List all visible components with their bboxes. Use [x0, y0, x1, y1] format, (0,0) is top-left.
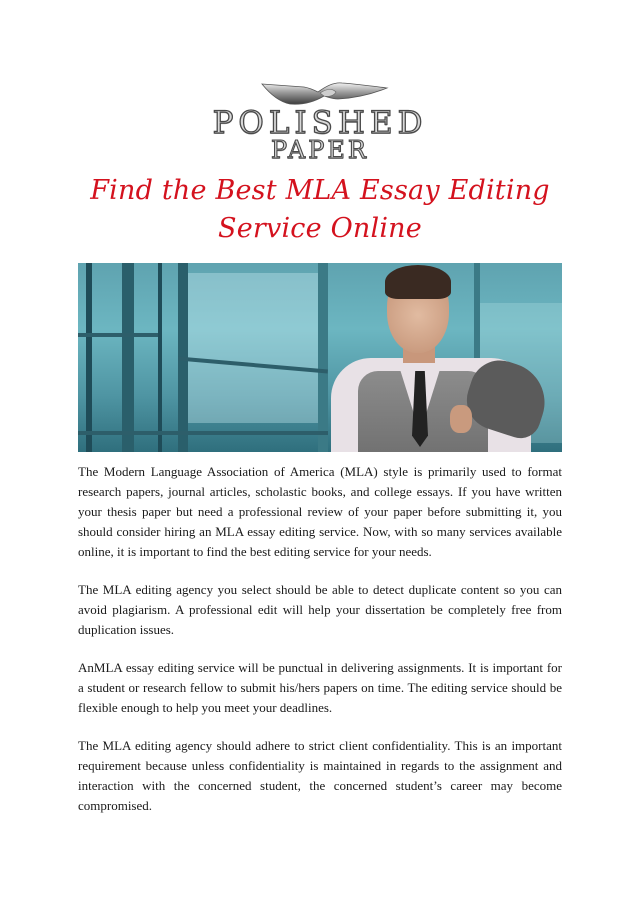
person-hair: [385, 265, 451, 299]
window-frame: [158, 263, 162, 452]
window-rail: [78, 333, 158, 337]
paragraph-punctuality: AnMLA essay editing service will be punctual in delivering assignments. It is important for a student or research fellow to submit his/hers papers on time. The editing service should be flexible enough to help you meet your deadlines.: [78, 660, 562, 715]
window-frame: [122, 263, 134, 452]
polished-paper-logo: [205, 70, 435, 165]
article-body: [78, 462, 562, 834]
window-frame: [86, 263, 92, 452]
window-glass-highlight: [188, 273, 318, 423]
window-frame: [318, 263, 328, 452]
paragraph-confidentiality: The MLA editing agency should adhere to strict client confidentiality. This is an important requirement because unless confidentiality is maintained in regards to the assignment and interaction with the concerned student, the concerned student’s career may become compromised.: [78, 738, 562, 813]
person-hand: [450, 405, 472, 433]
paragraph-plagiarism: The MLA editing agency you select should be able to detect duplicate content so you can avoid plagiarism. A professional edit will help your dissertation be completely free from duplication issues.: [78, 582, 562, 637]
title-line-2: Service Online: [218, 213, 422, 244]
logo-wordmark-line2: PAPER: [270, 136, 369, 164]
logo-wordmark-line1: POLISHED: [212, 105, 428, 141]
curled-paper-icon: [260, 80, 390, 106]
paragraph-intro: The Modern Language Association of America (MLA) style is primarily used to format research papers, journal articles, scholastic books, and college essays. If you have written your thesis paper but need a professional review of your paper before submitting it, you should consider hiring an MLA essay editing service. Now, with so many services available online, it is important to find the best editing service for your needs.: [78, 464, 562, 559]
hero-photo: [78, 263, 562, 452]
window-rail: [78, 431, 328, 435]
page-title: [60, 172, 580, 248]
title-line-1: Find the Best MLA Essay Editing: [90, 175, 550, 206]
